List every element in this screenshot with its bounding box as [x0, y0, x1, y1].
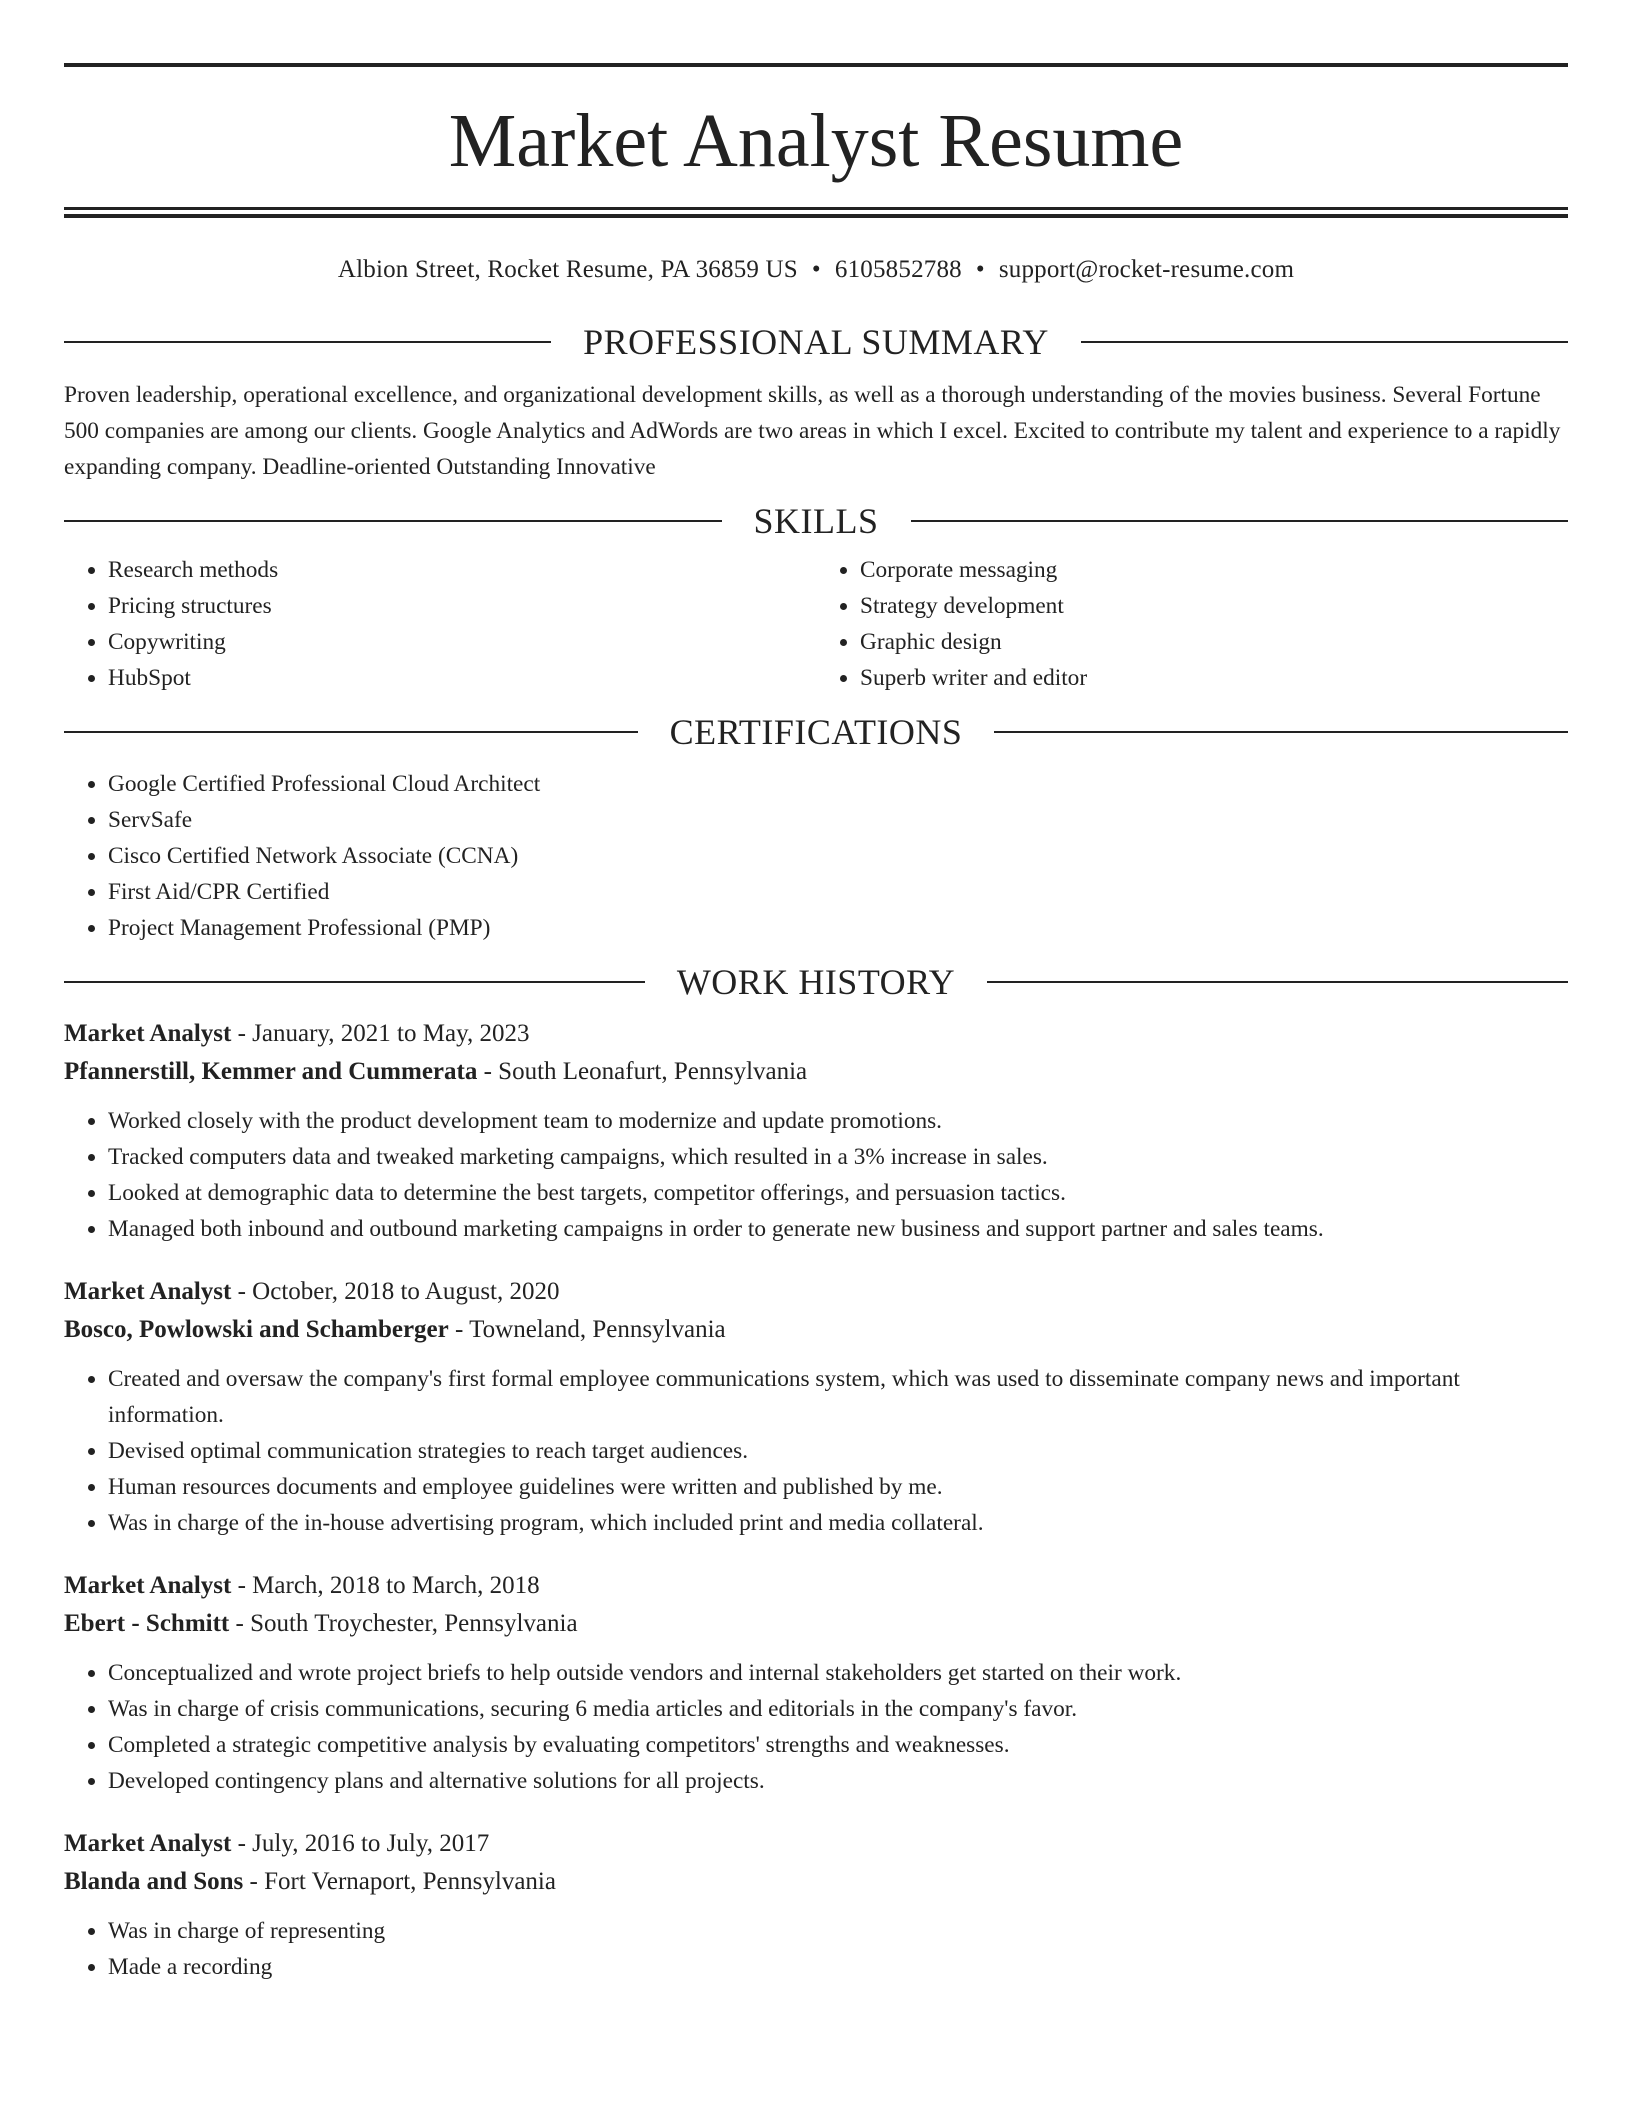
section-rule-left [64, 981, 645, 983]
job-bullets [64, 1913, 1568, 1985]
job-dates: - October, 2018 to August, 2020 [231, 1278, 560, 1305]
job-dates: - July, 2016 to July, 2017 [231, 1830, 490, 1857]
job-bullet: • Managed both inbound and outbound marketing campaigns in order to generate new business and support partner and sales teams. [108, 1211, 1568, 1247]
job-title-line [64, 1273, 1568, 1311]
work-history-heading: WORK HISTORY [676, 962, 956, 1002]
job-dates: - March, 2018 to March, 2018 [231, 1572, 540, 1599]
summary-heading: PROFESSIONAL SUMMARY [583, 322, 1049, 362]
certification-item: • Cisco Certified Network Associate (CCNA) [108, 838, 1568, 874]
job-title: Market Analyst [64, 1278, 232, 1305]
contact-address: Albion Street, Rocket Resume, PA 36859 US [337, 256, 798, 283]
section-rule-left [64, 731, 638, 733]
certification-item: • Project Management Professional (PMP) [108, 910, 1568, 946]
job-bullet: • Devised optimal communication strategies to reach target audiences. [108, 1433, 1568, 1469]
job-bullet: • Conceptualized and wrote project briefs to help outside vendors and internal stakeholders get started on their work. [108, 1655, 1568, 1691]
certifications-heading: CERTIFICATIONS [669, 712, 963, 752]
skills-heading: SKILLS [753, 501, 879, 541]
job-bullet: • Was in charge of the in-house advertising program, which included print and media collateral. [108, 1505, 1568, 1541]
job-dates: - January, 2021 to May, 2023 [231, 1020, 530, 1047]
section-rule-right [987, 981, 1568, 983]
job-bullet: • Tracked computers data and tweaked marketing campaigns, which resulted in a 3% increase in sales. [108, 1139, 1568, 1175]
skill-item: • Strategy development [860, 588, 1568, 624]
title-double-rule [64, 207, 1568, 218]
section-rule-right [994, 731, 1568, 733]
contact-phone[interactable]: 6105852788 [834, 256, 962, 283]
job-bullet: • Completed a strategic competitive analysis by evaluating competitors' strengths and weaknesses. [108, 1727, 1568, 1763]
skill-item: • Copywriting [108, 624, 816, 660]
resume-title: Market Analyst Resume [448, 99, 1184, 183]
job-title-line [64, 1567, 1568, 1605]
job-title-line [64, 1015, 1568, 1053]
job-bullet: • Developed contingency plans and alternative solutions for all projects. [108, 1763, 1568, 1799]
job-location: - South Troychester, Pennsylvania [229, 1610, 578, 1637]
job-entry [64, 1825, 1568, 1985]
skill-item: • Research methods [108, 552, 816, 588]
job-bullets [64, 1361, 1568, 1541]
skill-item: • Corporate messaging [860, 552, 1568, 588]
contact-separator: • [811, 256, 821, 283]
job-title: Market Analyst [64, 1572, 232, 1599]
job-company-line [64, 1605, 1568, 1643]
job-entry [64, 1567, 1568, 1799]
section-rule-left [64, 520, 722, 522]
work-history-section-header [64, 962, 1568, 1002]
certifications-section-header [64, 712, 1568, 752]
job-company: Ebert - Schmitt [64, 1610, 230, 1637]
job-bullet: • Was in charge of crisis communications, securing 6 media articles and editorials in the company's favor. [108, 1691, 1568, 1727]
job-bullets [64, 1103, 1568, 1247]
top-rule [64, 63, 1568, 67]
certification-item: • Google Certified Professional Cloud Architect [108, 766, 1568, 802]
contact-separator: • [975, 256, 985, 283]
certification-item: • ServSafe [108, 802, 1568, 838]
job-company-line [64, 1311, 1568, 1349]
job-company: Pfannerstill, Kemmer and Cummerata [64, 1058, 478, 1085]
job-company-line [64, 1053, 1568, 1091]
job-bullet: • Looked at demographic data to determine the best targets, competitor offerings, and persuasion tactics. [108, 1175, 1568, 1211]
job-bullets [64, 1655, 1568, 1799]
section-rule-left [64, 341, 551, 343]
skill-item: • Superb writer and editor [860, 660, 1568, 696]
contact-email[interactable]: support@rocket-resume.com [998, 256, 1295, 283]
certifications-list [64, 766, 1568, 946]
skill-item: • Graphic design [860, 624, 1568, 660]
job-bullet: • Worked closely with the product development team to modernize and update promotions. [108, 1103, 1568, 1139]
skills-column-left [64, 552, 816, 696]
job-title: Market Analyst [64, 1830, 232, 1857]
skill-item: • Pricing structures [108, 588, 816, 624]
job-title: Market Analyst [64, 1020, 232, 1047]
skill-item: • HubSpot [108, 660, 816, 696]
summary-section-header [64, 322, 1568, 362]
job-company: Blanda and Sons [64, 1868, 244, 1895]
skills-column-right [816, 552, 1568, 696]
job-location: - Towneland, Pennsylvania [448, 1316, 726, 1343]
contact-line [64, 255, 1568, 285]
skills-list [64, 552, 1568, 696]
skills-section-header [64, 501, 1568, 541]
job-bullet: • Was in charge of representing [108, 1913, 1568, 1949]
certification-item: • First Aid/CPR Certified [108, 874, 1568, 910]
job-bullet: • Made a recording [108, 1949, 1568, 1985]
job-title-line [64, 1825, 1568, 1863]
job-bullet: • Human resources documents and employee guidelines were written and published by me. [108, 1469, 1568, 1505]
job-company-line [64, 1863, 1568, 1901]
job-entry [64, 1273, 1568, 1541]
section-rule-right [1081, 341, 1568, 343]
summary-text: Proven leadership, operational excellence, and organizational development skills, as well as a thorough understanding of the movies business. Several Fortune 500 companies are among our clients. Google Analytics and AdWords are two areas in which I excel. Excited to contribute my talent and experience to a rapidly expanding company. Deadline-oriented Outstanding Innovative [64, 382, 1561, 480]
job-location: - Fort Vernaport, Pennsylvania [243, 1868, 556, 1895]
job-company: Bosco, Powlowski and Schamberger [64, 1316, 449, 1343]
job-bullet: • Created and oversaw the company's first formal employee communications system, which was used to disseminate company news and important information. [108, 1361, 1568, 1433]
job-location: - South Leonafurt, Pennsylvania [477, 1058, 808, 1085]
job-entry [64, 1015, 1568, 1247]
section-rule-right [911, 520, 1569, 522]
